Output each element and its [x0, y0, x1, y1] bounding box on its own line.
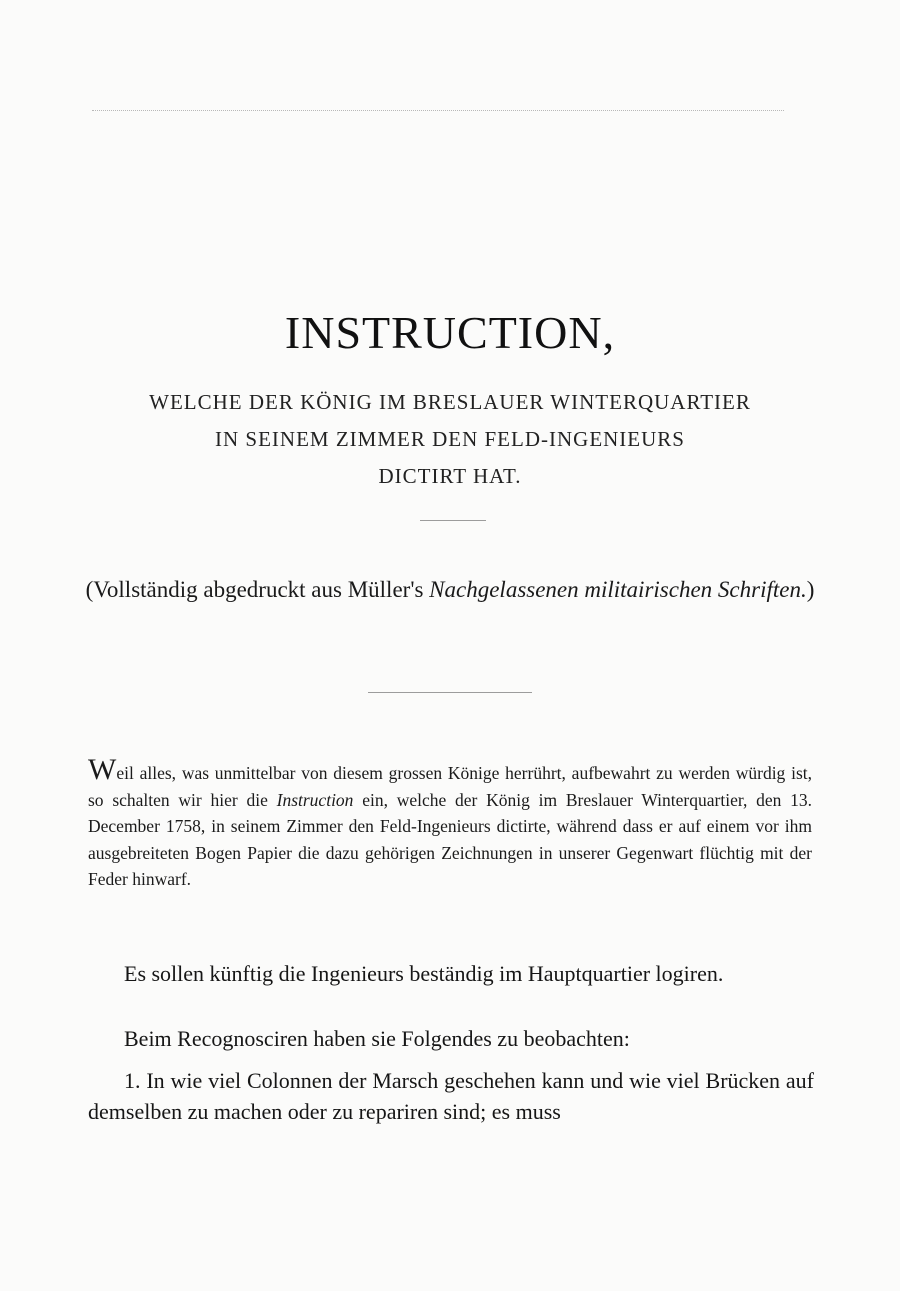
intro-text-2: ein, welche der König im Breslauer Winterquartier, den 13. December 1758, in seinem Zimmer den Feld-Ingenieurs dictirte, während dass er auf einem vor ihm ausgebreiteten Bogen Papier die dazu gehörigen Zeichnungen in unserer Gegenwart flüchtig mit der Feder hinwarf. [88, 789, 813, 889]
source-note-title: Nachgelassenen militairischen Schriften. [429, 577, 807, 602]
body-paragraph-3: 1. In wie viel Colonnen der Marsch geschehen kann und wie viel Brücken auf demselben zu machen oder zu repariren sind; es muss [88, 1068, 814, 1124]
intro-italic: Instruction [276, 789, 354, 810]
subtitle-line-3: DICTIRT HAT. [378, 464, 522, 488]
short-divider [420, 520, 486, 521]
long-divider [368, 692, 532, 693]
source-note [80, 572, 820, 608]
body-paragraph-2: Beim Recognosciren haben sie Folgendes zu beobachten: [124, 1026, 630, 1051]
source-note-prefix: (Vollständig abgedruckt aus Müller's [85, 577, 430, 602]
body-paragraph-1: Es sollen künftig die Ingenieurs beständig im Hauptquartier logiren. [124, 961, 724, 986]
intro-text-1: eil alles, was unmittelbar von diesem grossen Könige herrührt, aufbewahrt zu werden würdig ist, so schalten wir hier die [88, 763, 812, 810]
drop-cap: W [88, 753, 117, 786]
page-title: INSTRUCTION, [284, 307, 616, 358]
subtitle-line-1: WELCHE DER KÖNIG IM BRESLAUER WINTERQUARTIER [149, 390, 751, 414]
subtitle-line-2: IN SEINEM ZIMMER DEN FELD-INGENIEURS [215, 427, 685, 451]
intro-paragraph [88, 753, 813, 893]
source-note-suffix: ) [806, 577, 815, 602]
top-dotted-rule [92, 110, 784, 111]
